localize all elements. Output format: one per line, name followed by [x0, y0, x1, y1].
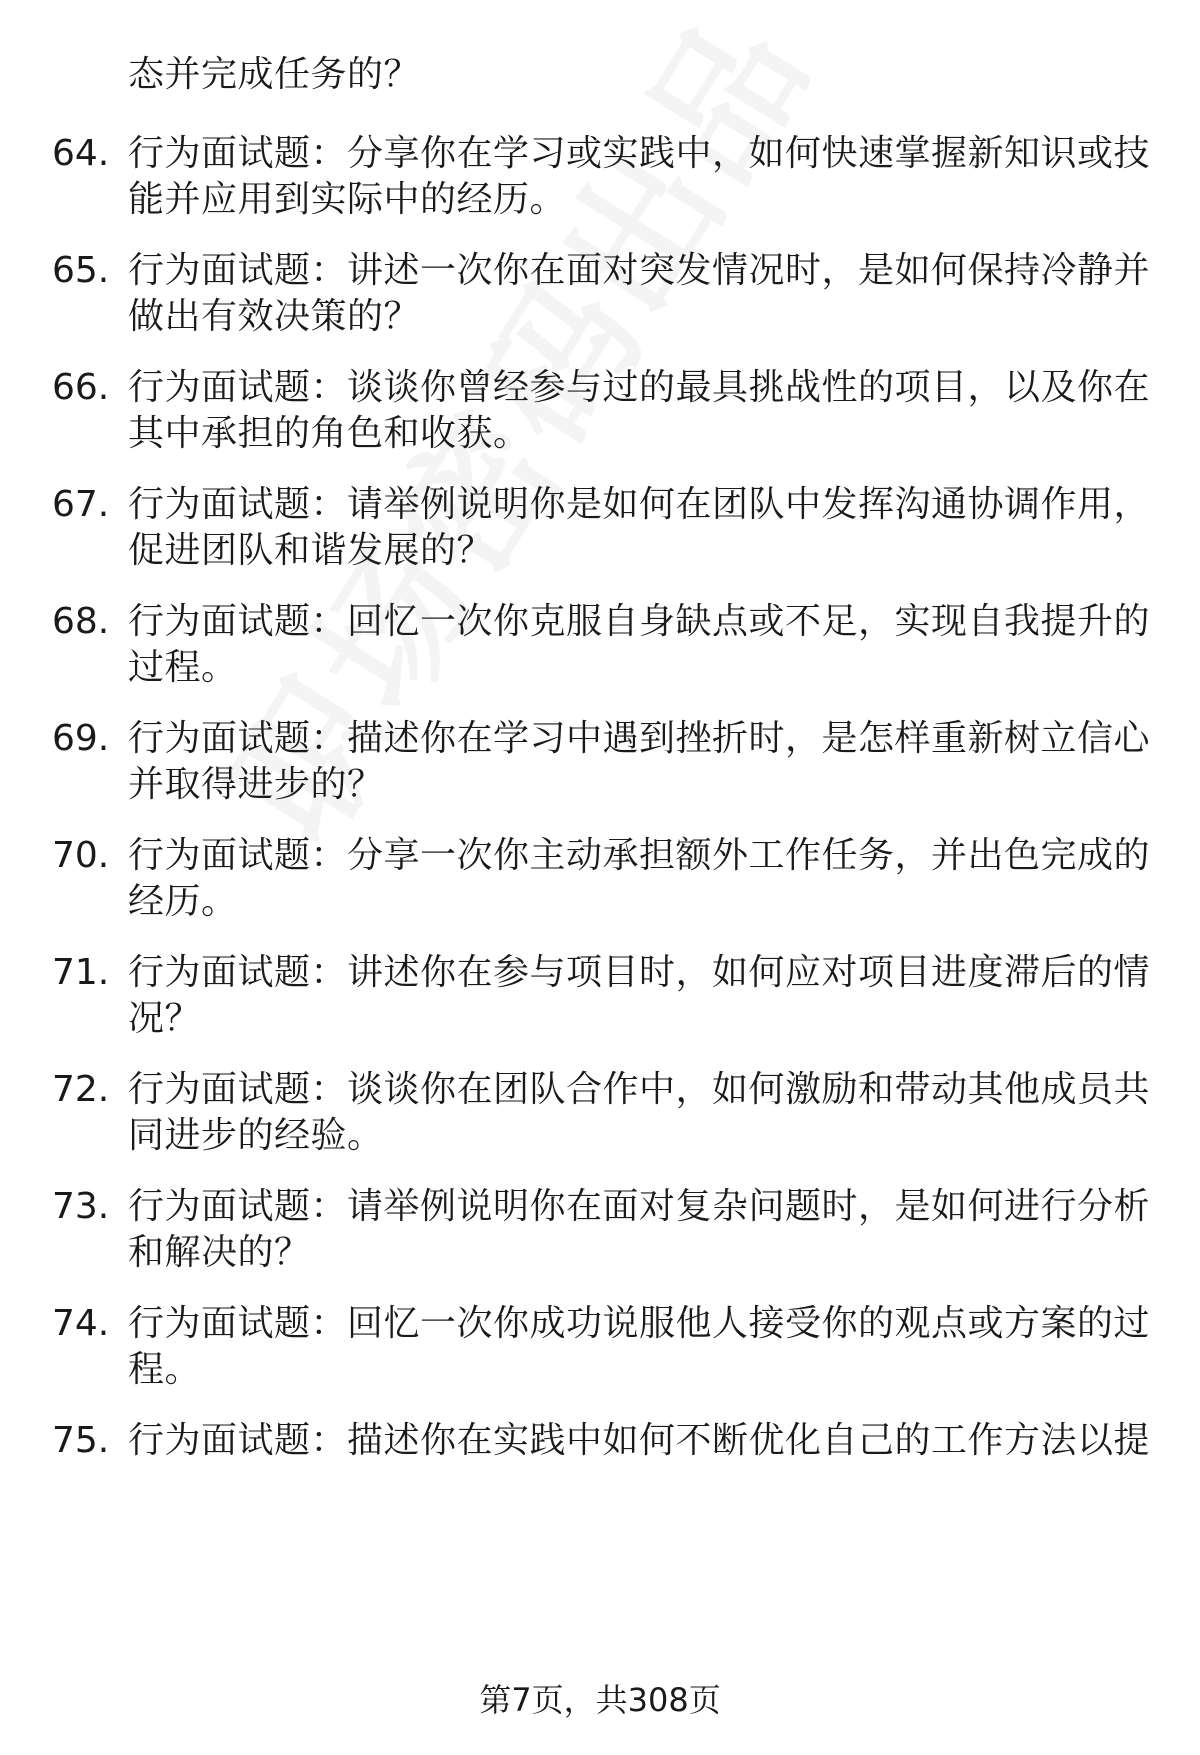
question-text-line2: 其中承担的角色和收获。 — [128, 413, 530, 454]
carryover-line: 态并完成任务的？ — [128, 54, 421, 95]
question-text-line1: 行为面试题：讲述你在参与项目时，如何应对项目进度滞后的情 — [128, 952, 1151, 993]
question-text-line1: 行为面试题：谈谈你在团队合作中，如何激励和带动其他成员共 — [128, 1069, 1151, 1110]
question-text-line2: 和解决的？ — [128, 1232, 311, 1273]
question-text-line2: 做出有效决策的？ — [128, 296, 421, 337]
question-text-line1: 行为面试题：请举例说明你在面对复杂问题时，是如何进行分析 — [128, 1186, 1151, 1227]
question-text-line2: 况？ — [128, 998, 202, 1039]
question-text-line2: 程。 — [128, 1349, 202, 1390]
question-number: 75. — [52, 1420, 110, 1461]
question-number: 74. — [52, 1303, 110, 1344]
question-text-line2: 并取得进步的？ — [128, 764, 384, 805]
question-text-line2: 促进团队和谐发展的？ — [128, 530, 494, 571]
question-text-line1: 行为面试题：描述你在学习中遇到挫折时，是怎样重新树立信心 — [128, 718, 1151, 759]
question-number: 71. — [52, 952, 110, 993]
question-text-line1: 行为面试题：分享你在学习或实践中，如何快速掌握新知识或技 — [128, 133, 1151, 174]
question-text-line1: 行为面试题：讲述一次你在面对突发情况时，是如何保持冷静并 — [128, 250, 1151, 291]
question-number: 70. — [52, 835, 110, 876]
question-text-line1: 行为面试题：描述你在实践中如何不断优化自己的工作方法以提 — [128, 1420, 1151, 1461]
question-number: 73. — [52, 1186, 110, 1227]
question-text-line2: 同进步的经验。 — [128, 1115, 384, 1156]
question-text-line1: 行为面试题：谈谈你曾经参与过的最具挑战性的项目，以及你在 — [128, 367, 1151, 408]
question-number: 68. — [52, 601, 110, 642]
question-number: 65. — [52, 250, 110, 291]
question-number: 69. — [52, 718, 110, 759]
question-number: 72. — [52, 1069, 110, 1110]
question-text-line2: 过程。 — [128, 647, 238, 688]
question-text-line1: 行为面试题：回忆一次你成功说服他人接受你的观点或方案的过 — [128, 1303, 1151, 1344]
question-text-line2: 经历。 — [128, 881, 238, 922]
question-text-line1: 行为面试题：请举例说明你是如何在团队中发挥沟通协调作用， — [128, 484, 1151, 525]
question-number: 66. — [52, 367, 110, 408]
question-number: 64. — [52, 133, 110, 174]
question-text-line1: 行为面试题：分享一次你主动承担额外工作任务，并出色完成的 — [128, 835, 1151, 876]
page-footer — [0, 1680, 1200, 1720]
page-number-label: 第7页，共308页 — [479, 1681, 721, 1719]
question-number: 67. — [52, 484, 110, 525]
question-text-line2: 能并应用到实际中的经历。 — [128, 179, 567, 220]
question-text-line1: 行为面试题：回忆一次你克服自身缺点或不足，实现自我提升的 — [128, 601, 1151, 642]
